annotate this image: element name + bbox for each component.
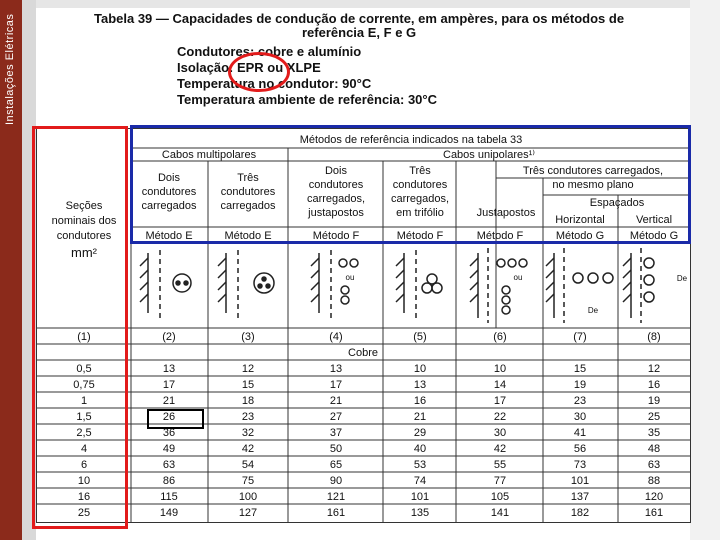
capacity-cell: 101 — [570, 475, 590, 487]
material-header: Cobre — [348, 347, 378, 359]
capacity-cell: 23 — [573, 395, 587, 407]
spec-label: Temperatura ambiente de referência: — [177, 92, 408, 107]
highlight-cell-26 — [147, 409, 204, 429]
capacity-cell: 55 — [493, 459, 507, 471]
col-desc-line: condutores — [220, 186, 276, 198]
section-cell: 4 — [80, 443, 88, 455]
capacity-cell: 101 — [410, 491, 430, 503]
wall-hatch-icon — [218, 250, 238, 318]
conductor-dot-icon — [258, 284, 262, 288]
sections-header-line: Seções — [65, 200, 103, 212]
col-desc-line: Três — [409, 165, 431, 177]
table-body — [73, 363, 663, 519]
column-number: (1) — [77, 331, 91, 343]
spec-label: Temperatura no condutor: — [177, 76, 343, 91]
capacity-cell: 86 — [162, 475, 176, 487]
capacity-cell: 15 — [241, 379, 255, 391]
column-number: (8) — [647, 331, 661, 343]
sections-header-unit: mm² — [71, 245, 97, 260]
col-desc-line: condutores — [141, 186, 197, 198]
capacity-cell: 161 — [326, 507, 346, 519]
section-cell: 1 — [80, 395, 88, 407]
horizontal-label: Horizontal — [555, 214, 605, 226]
capacity-cell: 10 — [413, 363, 427, 375]
column-number: (6) — [493, 331, 507, 343]
grey-right-band — [690, 0, 720, 540]
column-number: (7) — [573, 331, 587, 343]
justapostos-label: Justapostos — [476, 207, 536, 219]
capacity-cell: 13 — [413, 379, 427, 391]
column-number: (3) — [241, 331, 255, 343]
icon-label-de: De — [676, 274, 688, 283]
capacity-cell: 21 — [413, 411, 427, 423]
spaced-conductor-icon — [644, 292, 654, 302]
capacity-cell: 135 — [410, 507, 430, 519]
capacity-cell: 56 — [573, 443, 587, 455]
capacity-cell: 63 — [162, 459, 176, 471]
conductor-dot-icon — [266, 284, 270, 288]
capacity-cell: 14 — [493, 379, 507, 391]
single-conductor-icon — [341, 286, 349, 294]
section-cell: 0,75 — [73, 379, 95, 391]
capacity-cell: 12 — [241, 363, 255, 375]
spec-ambient-temp — [177, 93, 437, 107]
capacity-cell: 53 — [413, 459, 427, 471]
section-cell: 1,5 — [76, 411, 92, 423]
capacity-cell: 21 — [329, 395, 343, 407]
wall-hatch-icon — [311, 250, 331, 318]
capacity-cell: 141 — [490, 507, 510, 519]
wall-hatch-icon — [470, 248, 488, 323]
col-desc-line: em trifólio — [396, 207, 444, 219]
caption-line-1: Tabela 39 — Capacidades de condução de corrente, em ampères, para os métodos de — [94, 11, 625, 26]
section-cell: 2,5 — [76, 427, 92, 439]
spaced-conductor-icon — [644, 258, 654, 268]
capacity-cell: 18 — [241, 395, 255, 407]
capacity-cell: 29 — [413, 427, 427, 439]
capacity-cell: 19 — [573, 379, 587, 391]
capacity-cell: 54 — [241, 459, 255, 471]
capacity-cell: 42 — [493, 443, 507, 455]
capacity-cell: 10 — [493, 363, 507, 375]
sections-header-line: condutores — [56, 230, 112, 242]
capacity-cell: 63 — [647, 459, 661, 471]
spaced-conductor-icon — [603, 273, 613, 283]
capacity-cell: 19 — [647, 395, 661, 407]
method-label: Método E — [224, 230, 272, 242]
capacity-cell: 17 — [493, 395, 507, 407]
method-label: Método F — [396, 230, 444, 242]
capacity-cell: 149 — [159, 507, 179, 519]
capacity-cell: 121 — [326, 491, 346, 503]
single-conductor-icon — [341, 296, 349, 304]
capacity-cell: 21 — [162, 395, 176, 407]
single-conductor-icon — [519, 259, 527, 267]
method-label: Método F — [476, 230, 524, 242]
capacity-cell: 65 — [329, 459, 343, 471]
capacity-cell: 127 — [238, 507, 258, 519]
method-label: Método E — [145, 230, 193, 242]
icon-label-ou: ou — [513, 273, 523, 282]
cable-three-conductor-icon — [254, 273, 274, 293]
spec-value: EPR ou XLPE — [236, 60, 321, 75]
capacity-cell: 73 — [573, 459, 587, 471]
col-desc-line: Três — [237, 172, 259, 184]
espacados-label: Espaçados — [589, 197, 645, 209]
capacity-cell: 13 — [329, 363, 343, 375]
spaced-conductor-icon — [644, 275, 654, 285]
trefoil-conductor-icon — [432, 283, 442, 293]
sidebar-title-text: Instalações Elétricas — [4, 13, 16, 125]
icon-label-de: De — [587, 306, 599, 315]
capacity-cell: 16 — [647, 379, 661, 391]
capacity-cell: 49 — [162, 443, 176, 455]
grey-top-band — [36, 0, 720, 8]
spaced-conductor-icon — [573, 273, 583, 283]
spec-value: 30°C — [407, 92, 437, 107]
capacity-cell: 27 — [329, 411, 343, 423]
vertical-label: Vertical — [635, 214, 673, 226]
conductor-dot-icon — [184, 281, 188, 285]
capacity-cell: 37 — [329, 427, 343, 439]
single-conductor-icon — [502, 286, 510, 294]
capacity-cell: 36 — [162, 427, 176, 439]
table-caption — [94, 12, 654, 40]
col-desc-line: carregados — [141, 200, 197, 212]
capacity-cell: 48 — [647, 443, 661, 455]
single-conductor-icon — [508, 259, 516, 267]
highlight-sections-column — [32, 126, 128, 529]
installation-icons — [140, 248, 654, 323]
icon-label-ou: ou — [345, 273, 355, 282]
column-number: (4) — [329, 331, 343, 343]
method-label: Método F — [312, 230, 360, 242]
methods-title: Métodos de referência indicados na tabela 33 — [299, 134, 523, 146]
capacity-cell: 13 — [162, 363, 176, 375]
capacity-cell: 77 — [493, 475, 507, 487]
capacity-cell: 100 — [238, 491, 258, 503]
capacity-cell: 40 — [413, 443, 427, 455]
section-cell: 10 — [77, 475, 91, 487]
col-desc-line: carregados, — [390, 193, 450, 205]
capacity-cell: 16 — [413, 395, 427, 407]
section-cell: 25 — [77, 507, 91, 519]
plane-title-line: Três condutores carregados, — [522, 165, 664, 177]
spaced-conductor-icon — [588, 273, 598, 283]
highlight-methods-header — [130, 125, 691, 244]
spec-label: Condutores: cobre e alumínio — [177, 44, 362, 59]
capacity-cell: 32 — [241, 427, 255, 439]
col-desc-line: condutores — [392, 179, 448, 191]
wall-hatch-icon — [623, 248, 641, 323]
section-cell: 0,5 — [76, 363, 92, 375]
trefoil-conductor-icon — [422, 283, 432, 293]
capacity-cell: 15 — [573, 363, 587, 375]
capacity-cell: 25 — [647, 411, 661, 423]
capacity-cell: 50 — [329, 443, 343, 455]
single-conductor-icon — [339, 259, 347, 267]
single-conductor-icon — [502, 306, 510, 314]
group-multipolar: Cabos multipolares — [161, 149, 257, 161]
capacity-cell: 182 — [570, 507, 590, 519]
icon-labels — [346, 273, 688, 315]
capacity-cell: 41 — [573, 427, 587, 439]
column-number: (2) — [162, 331, 176, 343]
conductor-dot-icon — [262, 277, 266, 281]
capacity-cell: 30 — [493, 427, 507, 439]
single-conductor-icon — [502, 296, 510, 304]
spec-label: Isolação: — [177, 60, 237, 75]
col-desc-line: carregados — [220, 200, 276, 212]
capacity-cell: 35 — [647, 427, 661, 439]
capacity-cell: 42 — [241, 443, 255, 455]
capacity-cell: 161 — [644, 507, 664, 519]
section-cell: 6 — [80, 459, 88, 471]
col-desc-line: Dois — [324, 165, 348, 177]
sidebar-title — [0, 0, 22, 130]
capacity-cell: 137 — [570, 491, 590, 503]
capacity-cell: 23 — [241, 411, 255, 423]
capacity-cell: 12 — [647, 363, 661, 375]
capacity-cell: 17 — [162, 379, 176, 391]
capacity-cell: 26 — [162, 411, 176, 423]
col-desc-line: condutores — [308, 179, 364, 191]
wall-hatch-icon — [140, 250, 160, 318]
caption-line-2: referência E, F e G — [302, 25, 417, 40]
sections-header-line: nominais dos — [51, 215, 117, 227]
capacity-cell: 30 — [573, 411, 587, 423]
wall-hatch-icon — [396, 250, 416, 318]
spec-value: 90°C — [342, 76, 372, 91]
single-conductor-icon — [497, 259, 505, 267]
capacity-cell: 120 — [644, 491, 664, 503]
capacity-cell: 90 — [329, 475, 343, 487]
col-desc-line: Dois — [157, 172, 181, 184]
plane-title-line: no mesmo plano — [552, 179, 634, 191]
wall-hatch-icon — [546, 248, 564, 323]
group-unipolar: Cabos unipolares¹⁾ — [443, 149, 535, 161]
conductor-dot-icon — [176, 281, 180, 285]
method-label: Método G — [629, 230, 679, 242]
capacity-cell: 74 — [413, 475, 427, 487]
capacity-cell: 105 — [490, 491, 510, 503]
capacity-cell: 115 — [160, 491, 178, 503]
single-conductor-icon — [350, 259, 358, 267]
method-label: Método G — [555, 230, 605, 242]
capacity-cell: 17 — [329, 379, 343, 391]
column-number: (5) — [413, 331, 427, 343]
section-cell: 16 — [77, 491, 91, 503]
capacity-cell: 75 — [241, 475, 255, 487]
col-desc-line: justapostos — [308, 207, 364, 219]
highlight-ellipse — [228, 52, 290, 92]
column-numbers — [77, 331, 660, 343]
col-desc-line: carregados, — [306, 193, 366, 205]
capacity-cell: 22 — [493, 411, 507, 423]
capacity-cell: 88 — [647, 475, 661, 487]
